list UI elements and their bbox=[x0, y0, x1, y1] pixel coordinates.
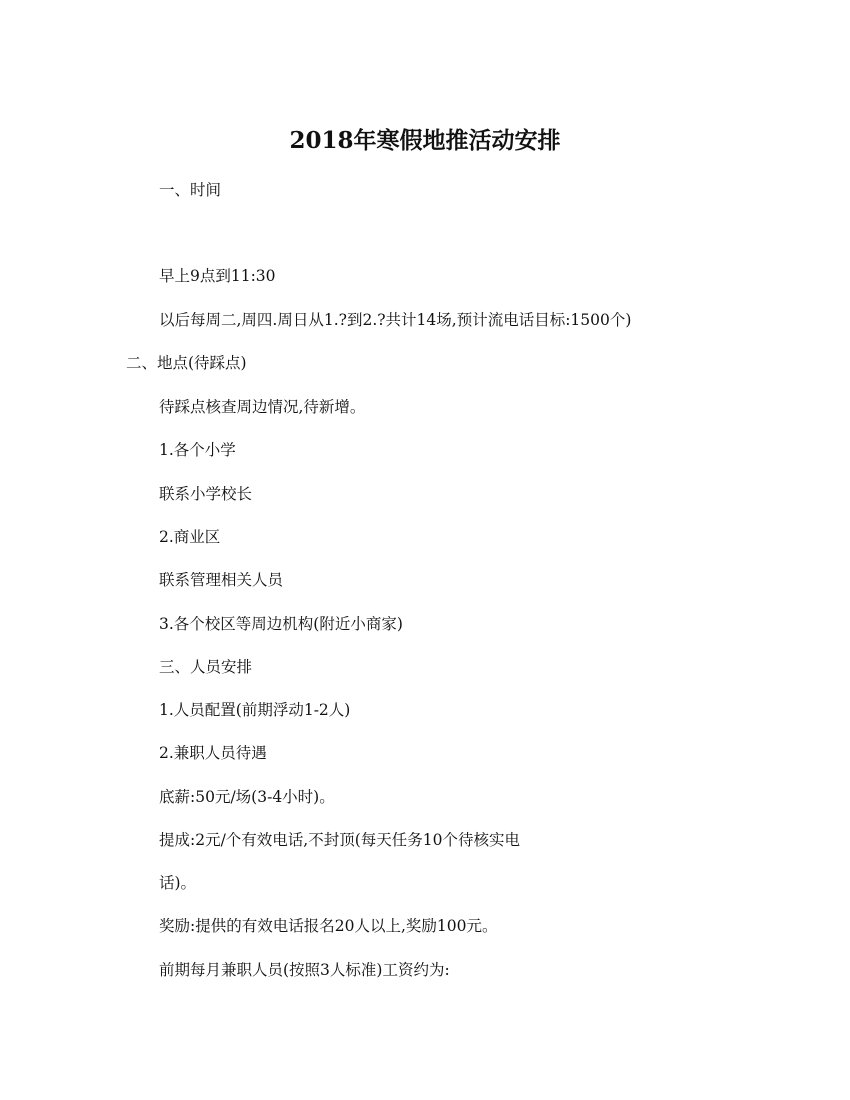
section-heading-time: 一、时间 bbox=[159, 181, 222, 199]
list-item-business-district: 2.商业区 bbox=[159, 528, 221, 546]
paragraph-base-salary: 底薪:50元/场(3-4小时)。 bbox=[159, 788, 335, 806]
paragraph-reward: 奖励:提供的有效电话报名20人以上,奖励100元。 bbox=[159, 917, 498, 935]
list-item-schools: 1.各个小学 bbox=[159, 441, 236, 459]
list-item-campus-institutions: 3.各个校区等周边机构(附近小商家) bbox=[159, 615, 403, 633]
paragraph-monthly-wage: 前期每月兼职人员(按照3人标准)工资约为: bbox=[159, 961, 450, 979]
paragraph-time-range: 早上9点到11:30 bbox=[159, 267, 276, 285]
paragraph-commission-cont: 话)。 bbox=[159, 874, 197, 892]
list-item-parttime-pay: 2.兼职人员待遇 bbox=[159, 744, 267, 762]
section-heading-staffing: 三、人员安排 bbox=[159, 658, 253, 676]
paragraph-schedule: 以后每周二,周四.周日从1.?到2.?共计14场,预计流电话目标:1500个) bbox=[159, 311, 632, 329]
section-heading-location: 二、地点(待踩点) bbox=[126, 354, 247, 372]
paragraph-location-note: 待踩点核查周边情况,待新增。 bbox=[159, 398, 366, 416]
paragraph-commission: 提成:2元/个有效电话,不封顶(每天任务10个待核实电 bbox=[159, 831, 521, 849]
list-item-staff-config: 1.人员配置(前期浮动1-2人) bbox=[159, 701, 351, 719]
paragraph-contact-management: 联系管理相关人员 bbox=[159, 571, 284, 589]
document-title: 2018年寒假地推活动安排 bbox=[289, 127, 561, 154]
paragraph-contact-principal: 联系小学校长 bbox=[159, 485, 253, 503]
